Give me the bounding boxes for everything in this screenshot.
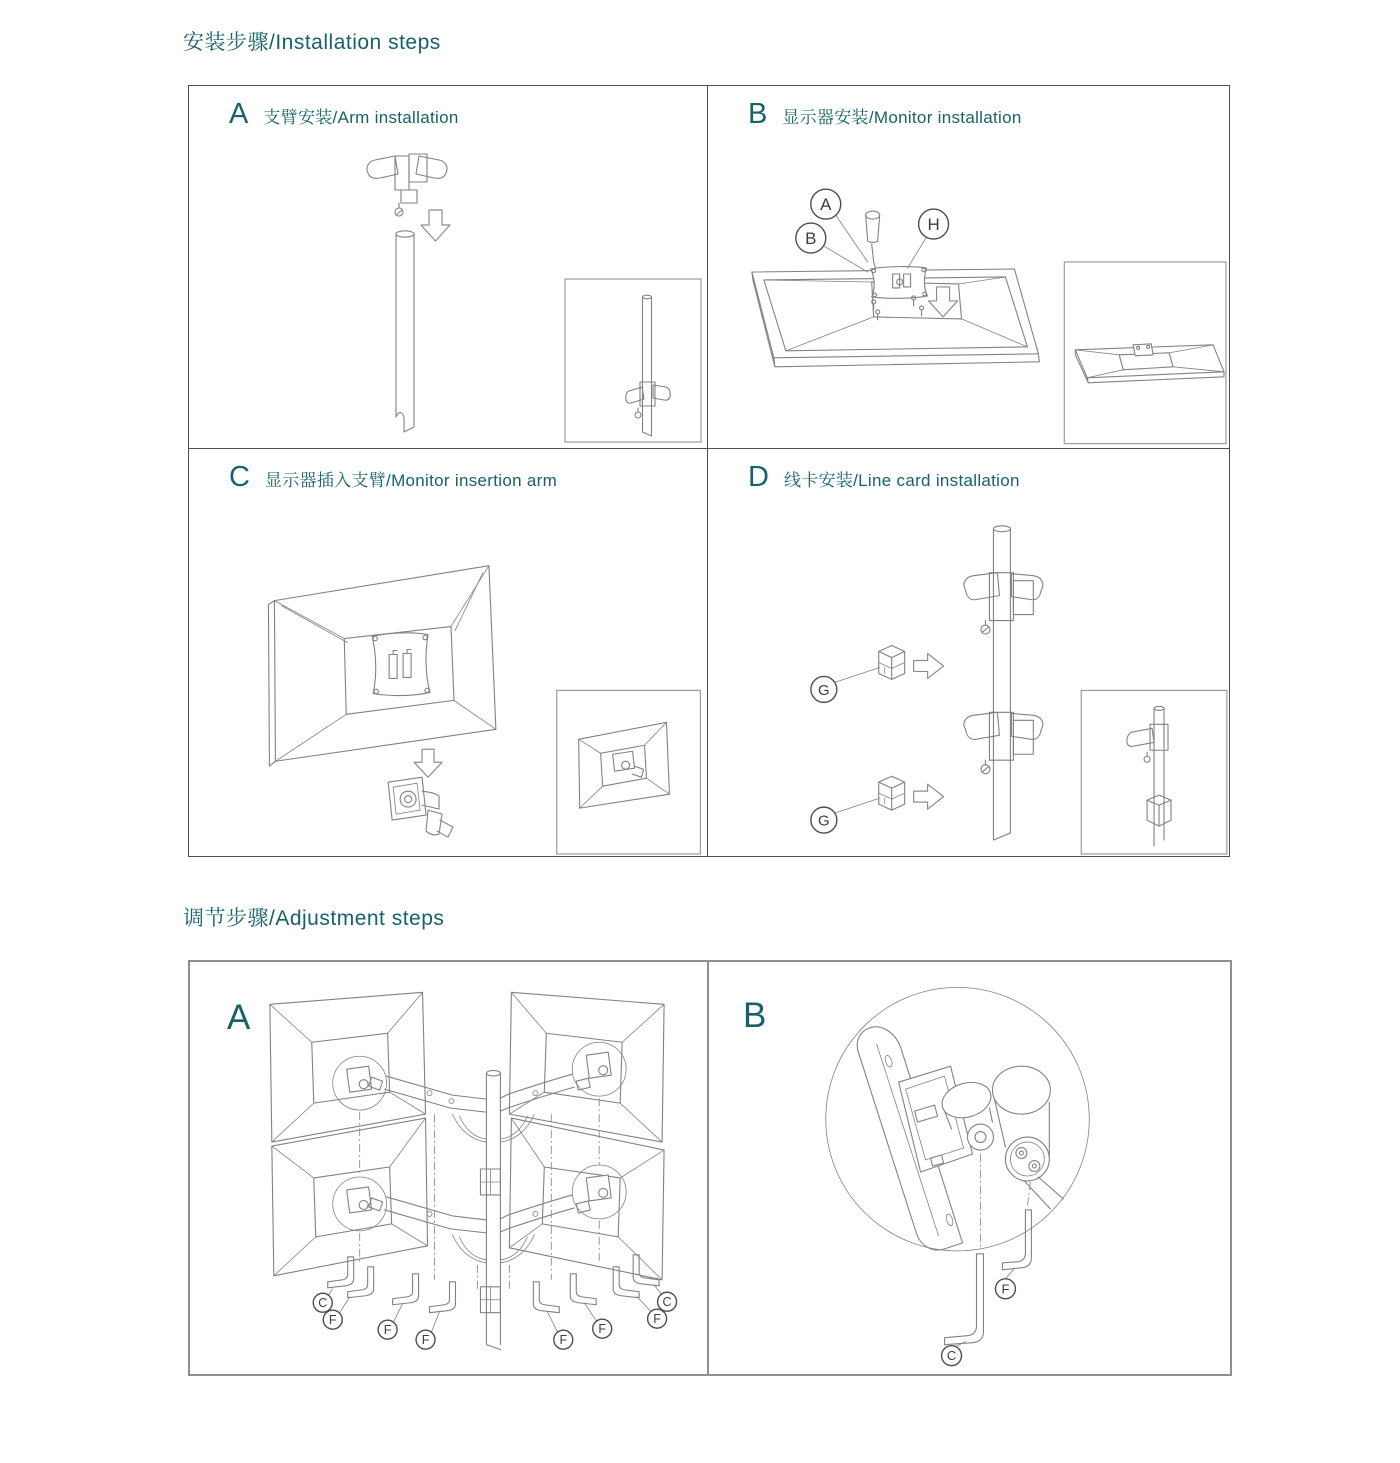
callout-label: A <box>820 195 832 215</box>
panel-line-card-installation <box>708 449 1229 856</box>
panel-header <box>748 461 1020 494</box>
down-arrow-icon <box>929 287 958 317</box>
panel-letter: C <box>229 461 250 493</box>
screws-drawing <box>872 296 924 320</box>
inset-pole-with-arm <box>565 279 701 442</box>
arm-head-drawing <box>388 777 453 837</box>
down-arrow-icon <box>414 749 442 777</box>
panel-letter: A <box>227 998 251 1037</box>
installation-section-title: 安装步骤/Installation steps <box>183 31 441 54</box>
installation-steps-grid <box>188 85 1230 857</box>
screwdriver-drawing <box>866 211 880 269</box>
vesa-plate-drawing <box>871 267 928 299</box>
cable-clip-upper <box>879 646 905 680</box>
inset-pole-with-clip <box>1081 690 1227 854</box>
callout-G-lower <box>811 798 880 833</box>
pole-drawing <box>396 231 414 432</box>
arm-assembly-lower <box>964 712 1043 773</box>
panel-adjustment-overview <box>190 962 707 1374</box>
right-arrow-icon-lower <box>914 784 944 809</box>
callout-F-5 <box>584 1303 611 1338</box>
arm-installation-drawing <box>189 86 707 448</box>
callout-label: F <box>421 1333 430 1348</box>
callout-H <box>908 209 949 268</box>
monitor-installation-drawing <box>708 86 1229 448</box>
monitor-bottom-right <box>509 1118 664 1280</box>
vesa-plate-detail <box>899 1066 973 1172</box>
cable-clip-lower <box>879 776 905 810</box>
panel-title: 显示器安装/Monitor installation <box>782 108 1022 127</box>
callout-G-upper <box>811 667 880 702</box>
inset-monitor-on-arm <box>557 690 701 854</box>
down-arrow-icon <box>421 210 450 241</box>
callout-label: G <box>818 812 830 830</box>
panel-letter: B <box>743 996 767 1035</box>
callout-label: F <box>383 1323 392 1338</box>
hex-key-small <box>1002 1210 1031 1270</box>
monitor-top-left <box>270 992 426 1142</box>
line-card-installation-drawing <box>708 449 1229 856</box>
hex-key-large <box>945 1254 984 1345</box>
callout-label: G <box>818 681 830 699</box>
callout-label: H <box>927 215 940 235</box>
panel-monitor-installation <box>708 86 1229 448</box>
callout-B <box>796 223 868 272</box>
panel-header <box>229 461 557 494</box>
right-arrow-icon-upper <box>914 653 944 678</box>
callout-label: C <box>318 1296 328 1311</box>
panel-title: 显示器插入支臂/Monitor insertion arm <box>264 471 558 490</box>
callout-label: F <box>598 1322 607 1337</box>
callout-F-4 <box>547 1312 572 1349</box>
panel-letter: B <box>748 98 768 130</box>
cable-ends-drawing <box>328 1255 659 1313</box>
panel-arm-installation <box>189 86 707 448</box>
callout-C <box>942 1342 966 1366</box>
callout-C-left <box>313 1289 332 1312</box>
callout-label: F <box>559 1333 568 1348</box>
panel-title: 线卡安装/Line card installation <box>783 471 1020 490</box>
panel-header <box>229 98 459 131</box>
callout-label: C <box>946 1348 957 1364</box>
panel-header <box>748 98 1022 131</box>
arm-tubes-drawing <box>385 1074 575 1263</box>
callout-C-right <box>654 1285 676 1311</box>
vesa-plate-drawing <box>372 633 430 696</box>
callout-F <box>995 1270 1015 1299</box>
arm-assembly-drawing <box>367 154 447 216</box>
monitor-insertion-drawing <box>189 449 707 856</box>
callout-label: F <box>653 1312 661 1327</box>
callout-F-3 <box>416 1312 439 1349</box>
quad-monitor-adjustment-drawing <box>190 962 707 1374</box>
vesa-detail-circles <box>333 1042 626 1231</box>
monitor-top-right <box>509 992 664 1142</box>
panel-letter: D <box>748 461 769 493</box>
callout-label: C <box>662 1295 672 1310</box>
callout-F-2 <box>378 1304 402 1339</box>
panel-monitor-insertion-arm <box>189 449 707 856</box>
panel-letter: A <box>229 98 249 130</box>
joint-detail-drawing <box>709 962 1230 1374</box>
callout-label: F <box>328 1313 337 1328</box>
adjustment-steps-grid <box>188 960 1232 1376</box>
inset-monitor-with-plate <box>1064 262 1226 444</box>
callout-label: F <box>1001 1281 1010 1297</box>
arm-assembly-upper <box>964 573 1043 634</box>
callout-label: B <box>805 229 817 249</box>
panel-title: 支臂安装/Arm installation <box>263 108 459 127</box>
panel-adjustment-detail <box>709 962 1230 1374</box>
adjustment-section-title: 调节步骤/Adjustment steps <box>183 907 445 930</box>
